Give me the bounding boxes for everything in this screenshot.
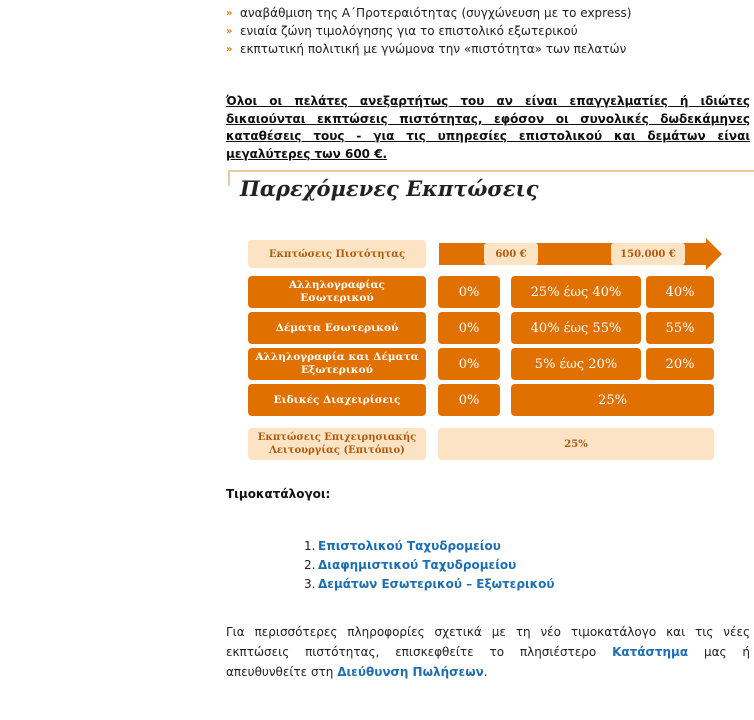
row-label: Δέματα Εσωτερικού	[248, 312, 426, 344]
threshold-low: 600 €	[484, 243, 538, 265]
list-item: 1. Επιστολικού Ταχυδρομείου	[304, 538, 501, 553]
row-value: 20%	[646, 348, 714, 380]
sales-department-link[interactable]: Διεύθυνση Πωλήσεων	[337, 665, 484, 679]
list-item: 2. Διαφημιστικού Ταχυδρομείου	[304, 557, 517, 572]
bullet-item: » εκπτωτική πολιτική με γνώμονα την «πιστότητα» των πελατών	[226, 42, 627, 56]
double-chevron-icon: »	[226, 7, 231, 19]
pricelist-link-parcels[interactable]: Δεμάτων Εσωτερικού – Εξωτερικού	[318, 576, 555, 591]
row-value: 0%	[438, 312, 500, 344]
row-value: 0%	[438, 276, 500, 308]
pricelists-title: Τιμοκατάλογοι:	[226, 487, 331, 501]
footer-info: Για περισσότερες πληροφορίες σχετικά με τη νέο τιμοκατάλογο και τις νέες εκπτώσεις πιστότητας, επισκεφθείτε το πλησιέστερο Κατάστημα μας ή απευθυνθείτε στη Διεύθυνση Πωλήσεων.	[226, 625, 750, 679]
row-value: 40% έως 55%	[511, 312, 641, 344]
row-value: 40%	[646, 276, 714, 308]
arrow-right-icon	[706, 238, 722, 270]
row-label: Ειδικές Διαχειρίσεις	[248, 384, 426, 416]
row-value: 25% έως 40%	[511, 276, 641, 308]
bullet-item: » ενιαία ζώνη τιμολόγησης για το επιστολικό εξωτερικού	[226, 24, 578, 38]
discount-table-title: Παρεχόμενες Εκπτώσεις	[240, 176, 539, 201]
row-value: 0%	[438, 348, 500, 380]
discount-table	[228, 170, 754, 470]
row-label: Αλληλογραφίας Εσωτερικού	[248, 276, 426, 308]
business-discount-value: 25%	[438, 428, 714, 460]
row-value: 5% έως 20%	[511, 348, 641, 380]
row-value: 25%	[511, 384, 714, 416]
pricelist-link-advertising-mail[interactable]: Διαφημιστικού Ταχυδρομείου	[318, 557, 517, 572]
business-discount-label: Εκπτώσεις Επιχειρησιακής Λειτουργίας (Επιτόπιο)	[248, 428, 426, 460]
pricelist-link-letter-mail[interactable]: Επιστολικού Ταχυδρομείου	[318, 538, 501, 553]
loyalty-header-label: Εκπτώσεις Πιστότητας	[248, 240, 426, 268]
row-value: 55%	[646, 312, 714, 344]
list-item: 3. Δεμάτων Εσωτερικού – Εξωτερικού	[304, 576, 555, 591]
row-label: Αλληλογραφία και Δέματα Εξωτερικού	[248, 348, 426, 380]
bullet-item: » αναβάθμιση της Α΄Προτεραιότητας (συγχώνευση με το express)	[226, 6, 632, 20]
feature-bullet-list	[226, 4, 754, 58]
row-value: 0%	[438, 384, 500, 416]
loyalty-notice: Όλοι οι πελάτες ανεξαρτήτως του αν είναι επαγγελματίες ή ιδιώτες δικαιούνται εκπτώσεις πιστότητας, εφόσον οι συνολικές δωδεκάμηνες καταθέσεις τους - για τις υπηρεσίες επιστολικού και δεμάτων είναι μεγαλύτερες των 600 €.	[226, 94, 750, 161]
pricelist-links	[304, 536, 554, 593]
double-chevron-icon: »	[226, 43, 231, 55]
threshold-high: 150.000 €	[611, 243, 685, 265]
store-link[interactable]: Κατάστημα	[612, 645, 689, 659]
double-chevron-icon: »	[226, 25, 231, 37]
